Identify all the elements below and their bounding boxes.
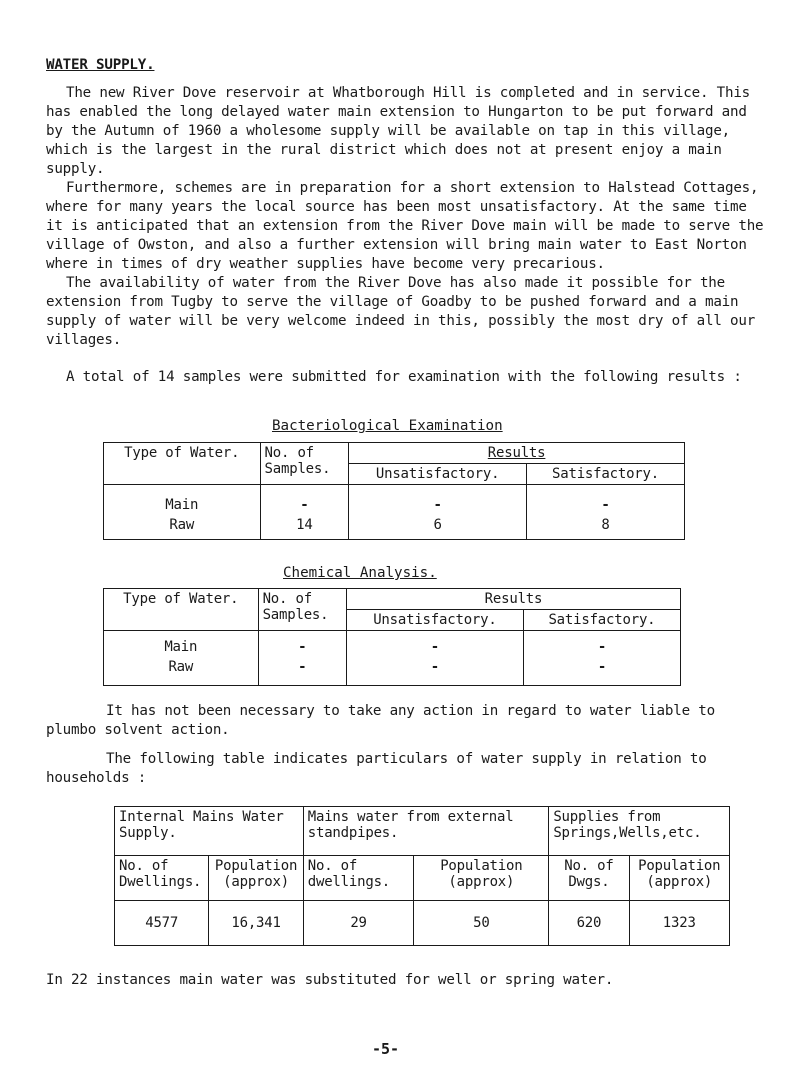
bacteriological-table (103, 442, 685, 540)
header-dwellings: No. of Dwellings. (115, 856, 209, 901)
row-type: Raw (104, 515, 261, 540)
row-satisfactory: - (523, 657, 680, 686)
header-samples-label: Samples. (264, 461, 331, 477)
table-row (104, 631, 681, 658)
samples-text (46, 368, 766, 387)
households-sentence: The following table indicates particulars of water supply in relation to households : (46, 751, 707, 786)
plumbo-sentence: It has not been necessary to take any action in regard to water liable to plumbo solvent action. (46, 703, 715, 738)
header-samples (258, 589, 346, 631)
header-population-springs: Population (approx) (629, 856, 730, 901)
header-satisfactory: Satisfactory. (523, 610, 680, 631)
header-type: Type of Water. (104, 589, 259, 631)
header-external-standpipes: Mains water from external standpipes. (303, 807, 549, 856)
header-results: Results (349, 443, 685, 464)
row-unsatisfactory: - (349, 485, 527, 516)
value-external-dwellings: 29 (303, 901, 414, 946)
header-samples (260, 443, 349, 485)
header-dwellings-external: No. of dwellings. (303, 856, 414, 901)
table-row (115, 901, 730, 946)
paragraph-extensions: Furthermore, schemes are in preparation for a short extension to Halstead Cottages, where for many years the local source has been most unsatisfactory. At the same time it is anticipated that an extension from the River Dove main will be made to serve the village of Owston, and also a further extension will bring main water to East Norton where in times of dry weather supplies have become very precarious. (46, 180, 764, 272)
section-heading: WATER SUPPLY. (46, 57, 155, 73)
row-unsatisfactory: - (346, 657, 523, 686)
header-population: Population (approx) (209, 856, 303, 901)
row-samples: - (260, 485, 349, 516)
value-internal-population: 16,341 (209, 901, 303, 946)
row-type: Main (104, 485, 261, 516)
row-unsatisfactory: 6 (349, 515, 527, 540)
header-dwellings-springs: No. of Dwgs. (549, 856, 629, 901)
value-springs-dwellings: 620 (549, 901, 629, 946)
header-internal-mains: Internal Mains Water Supply. (115, 807, 304, 856)
page-number: -5- (372, 1040, 400, 1058)
row-type: Main (104, 631, 259, 658)
table-row (104, 657, 681, 686)
header-unsatisfactory: Unsatisfactory. (346, 610, 523, 631)
row-unsatisfactory: - (346, 631, 523, 658)
bacteriological-title: Bacteriological Examination (272, 418, 503, 434)
households-table (114, 806, 730, 946)
final-sentence: In 22 instances main water was substituted for well or spring water. (46, 972, 614, 988)
header-type: Type of Water. (104, 443, 261, 485)
table-row (104, 485, 685, 516)
row-satisfactory: 8 (527, 515, 685, 540)
table-row (104, 515, 685, 540)
value-external-population: 50 (414, 901, 549, 946)
header-satisfactory: Satisfactory. (527, 464, 685, 485)
paragraph-availability: The availability of water from the River Dove has also made it possible for the extension from Tugby to serve the village of Goadby to be pushed forward and a main supply of water will be very welcome indeed in this, possibly the most dry of all our villages. (46, 275, 756, 348)
chemical-table (103, 588, 681, 686)
households-text (46, 750, 766, 788)
value-springs-population: 1323 (629, 901, 730, 946)
plumbo-text (46, 702, 766, 740)
value-internal-dwellings: 4577 (115, 901, 209, 946)
samples-sentence: A total of 14 samples were submitted for examination with the following results : (66, 369, 742, 385)
row-samples: - (258, 631, 346, 658)
header-results: Results (346, 589, 680, 610)
chemical-title: Chemical Analysis. (283, 565, 437, 581)
row-satisfactory: - (523, 631, 680, 658)
row-samples: 14 (260, 515, 349, 540)
header-no-of: No. of (264, 445, 314, 461)
intro-text (46, 84, 766, 350)
row-type: Raw (104, 657, 259, 686)
row-satisfactory: - (527, 485, 685, 516)
header-unsatisfactory: Unsatisfactory. (349, 464, 527, 485)
paragraph-reservoir: The new River Dove reservoir at Whatborough Hill is completed and in service. This has enabled the long delayed water main extension to Hungarton to be put forward and by the Autumn of 1960 a wholesome supply will be available on tap in this village, which is the largest in the rural district which does not at present enjoy a main supply. (46, 85, 751, 177)
header-samples-label: Samples. (262, 607, 329, 623)
row-samples: - (258, 657, 346, 686)
header-population-external: Population (approx) (414, 856, 549, 901)
header-springs-wells: Supplies from Springs,Wells,etc. (549, 807, 730, 856)
header-no-of: No. of (262, 591, 312, 607)
